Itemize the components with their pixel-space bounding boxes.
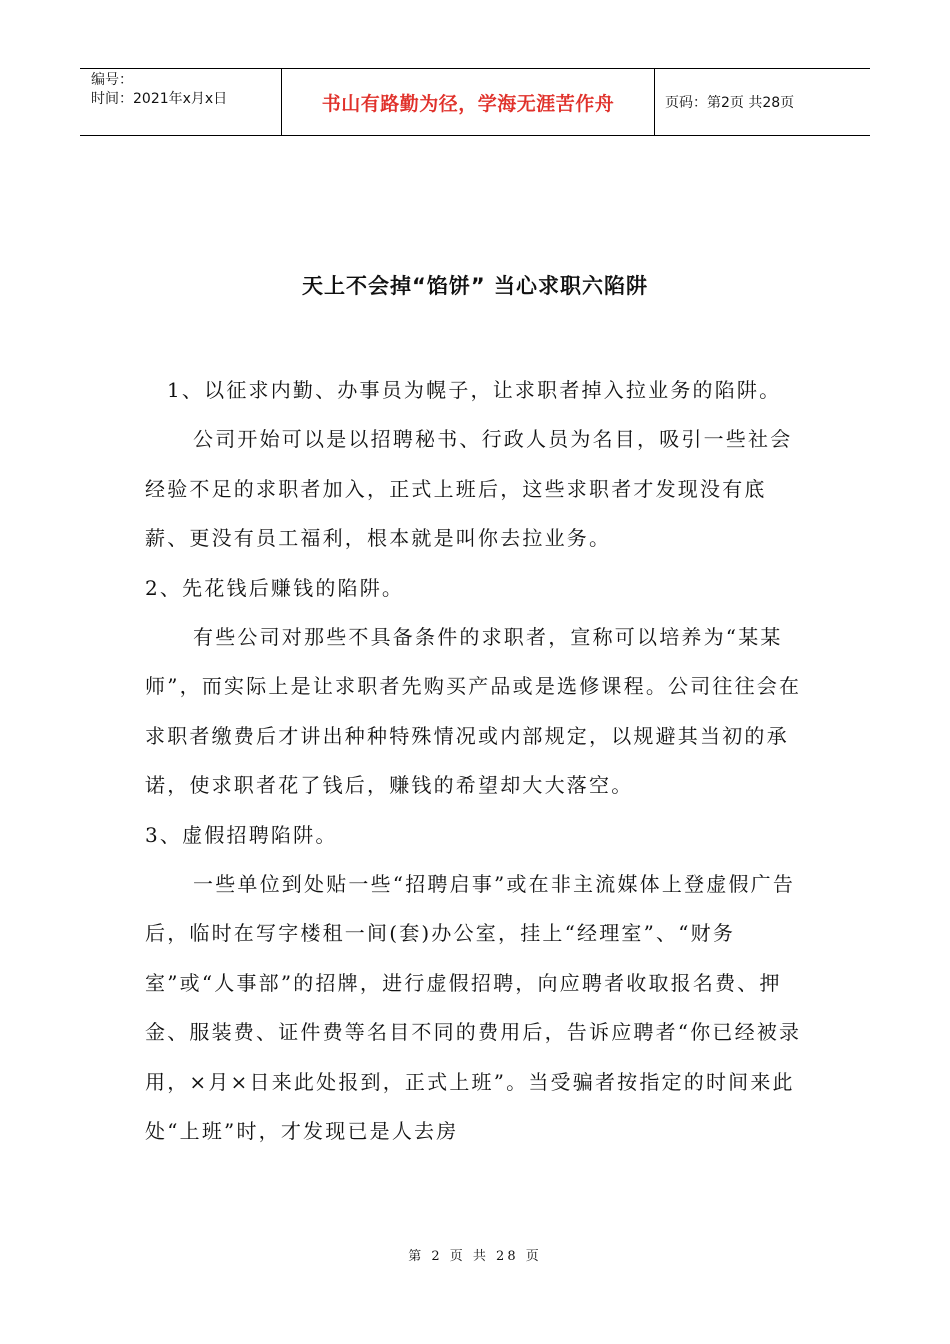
header-meta xyxy=(80,69,281,135)
header-date: 时间：2021年x月x日 xyxy=(91,91,228,107)
page-footer: 第 2 页 共 28 页 xyxy=(408,1249,542,1264)
page-info-text: 页码：第2页 共28页 xyxy=(665,95,795,111)
paragraph-3: 一些单位到处贴一些“招聘启事”或在非主流媒体上登虚假广告后，临时在写字楼租一间(套)办公室，挂上“经理室”、“财务室”或“人事部”的招牌，进行虚假招聘，向应聘者收取报名费、押金、服装费、证件费等名目不同的费用后，告诉应聘者“你已经被录用，×月×日来此处报到，正式上班”。当受骗者按指定的时间来此处“上班”时，才发现已是人去房 xyxy=(145,872,802,1144)
paragraph-2: 有些公司对那些不具备条件的求职者，宣称可以培养为“某某师”，而实际上是让求职者先购买产品或是选修课程。公司往往会在求职者缴费后才讲出种种特殊情况或内部规定，以规避其当初的承诺，使求职者花了钱后，赚钱的希望却大大落空。 xyxy=(145,625,802,798)
section-heading-3: 3、虚假招聘陷阱。 xyxy=(145,822,338,847)
page-title: 天上不会掉“馅饼” 当心求职六陷阱 xyxy=(302,274,648,298)
header-motto xyxy=(281,69,655,135)
article-body xyxy=(145,366,810,1157)
motto-text: 书山有路勤为径，学海无涯苦作舟 xyxy=(321,92,615,115)
header-number: 编号： xyxy=(91,72,133,88)
section-heading-2: 2、先花钱后赚钱的陷阱。 xyxy=(145,575,405,600)
paragraph-1: 公司开始可以是以招聘秘书、行政人员为名目，吸引一些社会经验不足的求职者加入，正式上班后，这些求职者才发现没有底薪、更没有员工福利，根本就是叫你去拉业务。 xyxy=(145,427,793,551)
section-heading-1: 1、以征求内勤、办事员为幌子，让求职者掉入拉业务的陷阱。 xyxy=(167,378,782,402)
header-page-info xyxy=(655,69,870,135)
document-header xyxy=(80,68,870,136)
